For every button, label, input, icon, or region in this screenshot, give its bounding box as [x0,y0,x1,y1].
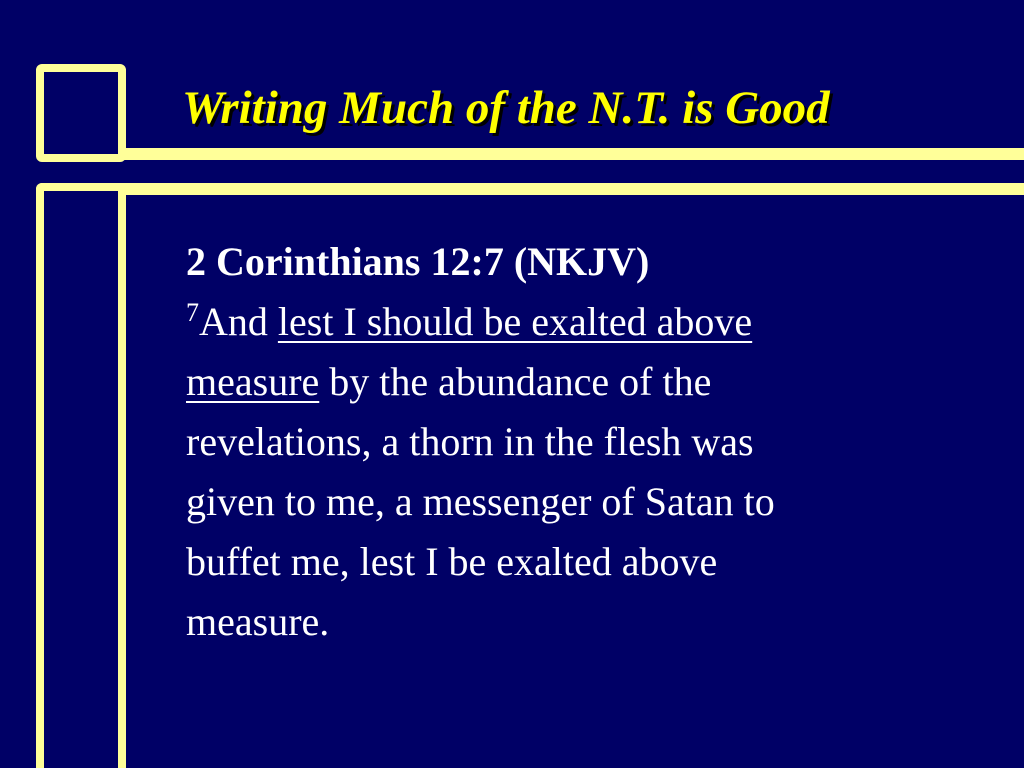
verse-segment-underlined: measure [186,359,320,404]
frame-horizontal-line-bottom [118,183,1024,195]
verse-line [186,592,986,652]
scripture-reference: 2 Corinthians 12:7 (NKJV) [186,239,650,284]
frame-horizontal-line-top [118,148,1024,160]
verse-line [186,472,986,532]
verse-text [186,292,986,652]
verse-number: 7 [186,298,199,327]
verse-segment: given to me, a messenger of Satan to [186,479,775,524]
verse-segment: And [199,299,278,344]
verse-segment: measure. [186,599,330,644]
verse-segment: by the abundance of the [319,359,712,404]
verse-segment: buffet me, lest I be exalted above [186,539,718,584]
verse-line [186,412,986,472]
verse-line [186,532,986,592]
verse-segment-underlined: lest I should be exalted above [277,299,753,344]
verse-line [186,292,986,352]
slide-content [186,232,986,652]
frame-vertical-bar [36,183,126,768]
slide-title: Writing Much of the N.T. is Good [182,82,830,134]
verse-line [186,352,986,412]
frame-corner-box [36,64,126,162]
verse-segment: revelations, a thorn in the flesh was [186,419,754,464]
